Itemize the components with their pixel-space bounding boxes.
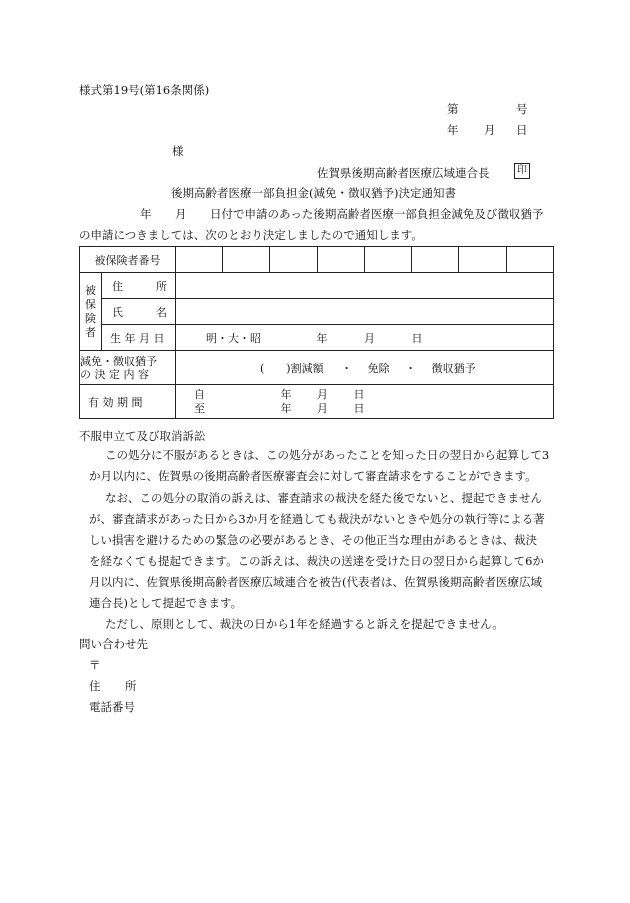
insured-number-digit[interactable] <box>176 247 223 273</box>
row-dob <box>80 325 554 351</box>
row-insured-number <box>80 247 554 273</box>
document-title: 後期高齢者医療一部負担金(減免・徴収猶予)決定通知書 <box>171 186 456 200</box>
name-label: 氏 名 <box>102 299 176 325</box>
intro-month: 月 <box>175 207 187 221</box>
contact-phone: 電話番号 <box>89 700 135 714</box>
date-year-label: 年 <box>447 123 459 137</box>
contact-address-b: 所 <box>125 679 137 693</box>
date-month-label: 月 <box>484 123 496 137</box>
insured-number-digit[interactable] <box>412 247 459 273</box>
appeal-heading: 不服申立て及び取消訴訟 <box>79 429 206 443</box>
insured-number-digit[interactable] <box>365 247 412 273</box>
form-number: 様式第19号(第16条関係) <box>79 83 210 97</box>
number-dai: 第 <box>447 102 459 116</box>
decision-label: 減免・徴収猶予 の 決 定 内 容 <box>80 351 176 385</box>
postal-mark: 〒 <box>89 658 101 672</box>
appeal-line: か月以内に、佐賀県の後期高齢者医療審査会に対して審査請求をすることができます。 <box>89 469 537 483</box>
dob-label: 生 年 月 日 <box>102 325 176 351</box>
appeal-line: を経なくても提起できます。この訴えは、裁決の送達を受けた日の翌日から起算して6か <box>89 554 544 568</box>
seal-box: 印 <box>514 163 530 179</box>
insured-number-digit[interactable] <box>318 247 365 273</box>
appeal-line: ただし、原則として、裁決の日から1年を経過すると訴えを提起できません。 <box>105 617 504 631</box>
insured-number-digit[interactable] <box>223 247 270 273</box>
number-go: 号 <box>516 102 528 116</box>
appeal-line: が、審査請求があった日から3か月を経過しても裁決がないときや処分の執行等による著 <box>89 512 545 526</box>
contact-address-a: 住 <box>89 679 101 693</box>
decision-table <box>79 246 554 419</box>
insured-side-label: 被 保 険 者 <box>80 273 102 351</box>
appeal-line: 月以内に、佐賀県後期高齢者医療広域連合を被告(代表者は、佐賀県後期高齢者医療広域 <box>89 575 542 589</box>
row-name <box>80 299 554 325</box>
row-decision <box>80 351 554 385</box>
contact-heading: 問い合わせ先 <box>79 637 148 651</box>
row-address <box>80 273 554 299</box>
insured-number-digit[interactable] <box>270 247 318 273</box>
address-label: 住 所 <box>102 273 176 299</box>
intro-year: 年 <box>140 207 152 221</box>
insured-number-digit[interactable] <box>507 247 554 273</box>
date-day-label: 日 <box>516 123 528 137</box>
appeal-line: この処分に不服があるときは、この処分があったことを知った日の翌日から起算して3 <box>105 448 550 462</box>
period-label: 有 効 期 間 <box>80 385 176 419</box>
name-value[interactable] <box>176 299 554 325</box>
decision-value[interactable]: ( )割減額 ・ 免除 ・ 徴収猶予 <box>176 351 554 385</box>
insured-number-label: 被保険者番号 <box>80 247 176 273</box>
appeal-line: なお、この処分の取消の訴えは、審査請求の裁決を経た後でないと、提起できません <box>105 491 542 505</box>
period-value[interactable]: 自 年 月 日 至 年 月 日 <box>176 385 554 419</box>
row-period <box>80 385 554 419</box>
appeal-line: しい損害を避けるための緊急の必要があるとき、その他正当な理由があるときは、裁決 <box>89 533 538 547</box>
addressee-sama: 様 <box>172 144 184 158</box>
intro-text-1: 日付で申請のあった後期高齢者医療一部負担金減免及び徴収猶予 <box>210 207 544 221</box>
address-value[interactable] <box>176 273 554 299</box>
dob-value[interactable]: 明・大・昭 年 月 日 <box>176 325 554 351</box>
insured-number-digit[interactable] <box>459 247 507 273</box>
issuer-name: 佐賀県後期高齢者医療広域連合長 <box>317 166 490 180</box>
appeal-line: 連合長)として提起できます。 <box>89 596 243 610</box>
intro-text-2: の申請につきましては、次のとおり決定しましたので通知します。 <box>79 228 423 242</box>
